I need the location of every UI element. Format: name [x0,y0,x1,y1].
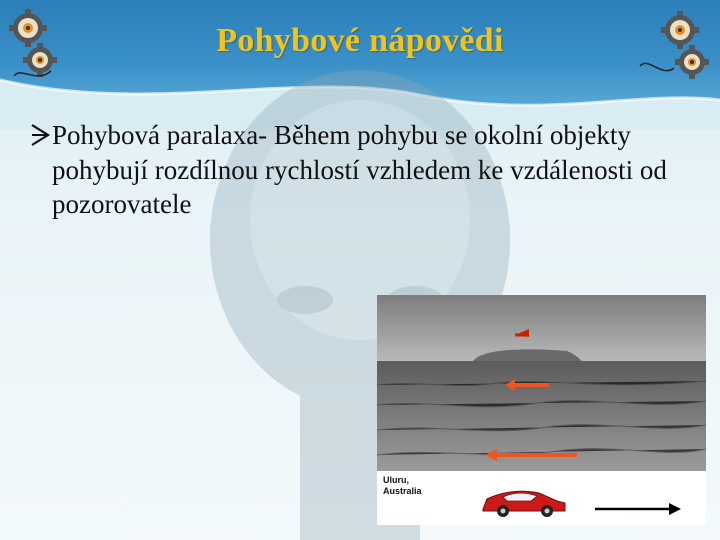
uluru-photo [377,295,706,525]
bullet-text: Pohybová paralaxa- Během pohybu se okolní objekty pohybují rozdílnou rychlostí vzhledem ke vzdálenosti od pozorovatele [52,120,667,220]
slide-title: Pohybové nápovědi [216,22,504,59]
bullet-arrow-icon [30,122,52,148]
caption-line-2: Australia [383,485,422,496]
bullet-item [30,118,680,222]
photo-caption [383,475,443,497]
caption-line-1: Uluru, [383,475,409,485]
